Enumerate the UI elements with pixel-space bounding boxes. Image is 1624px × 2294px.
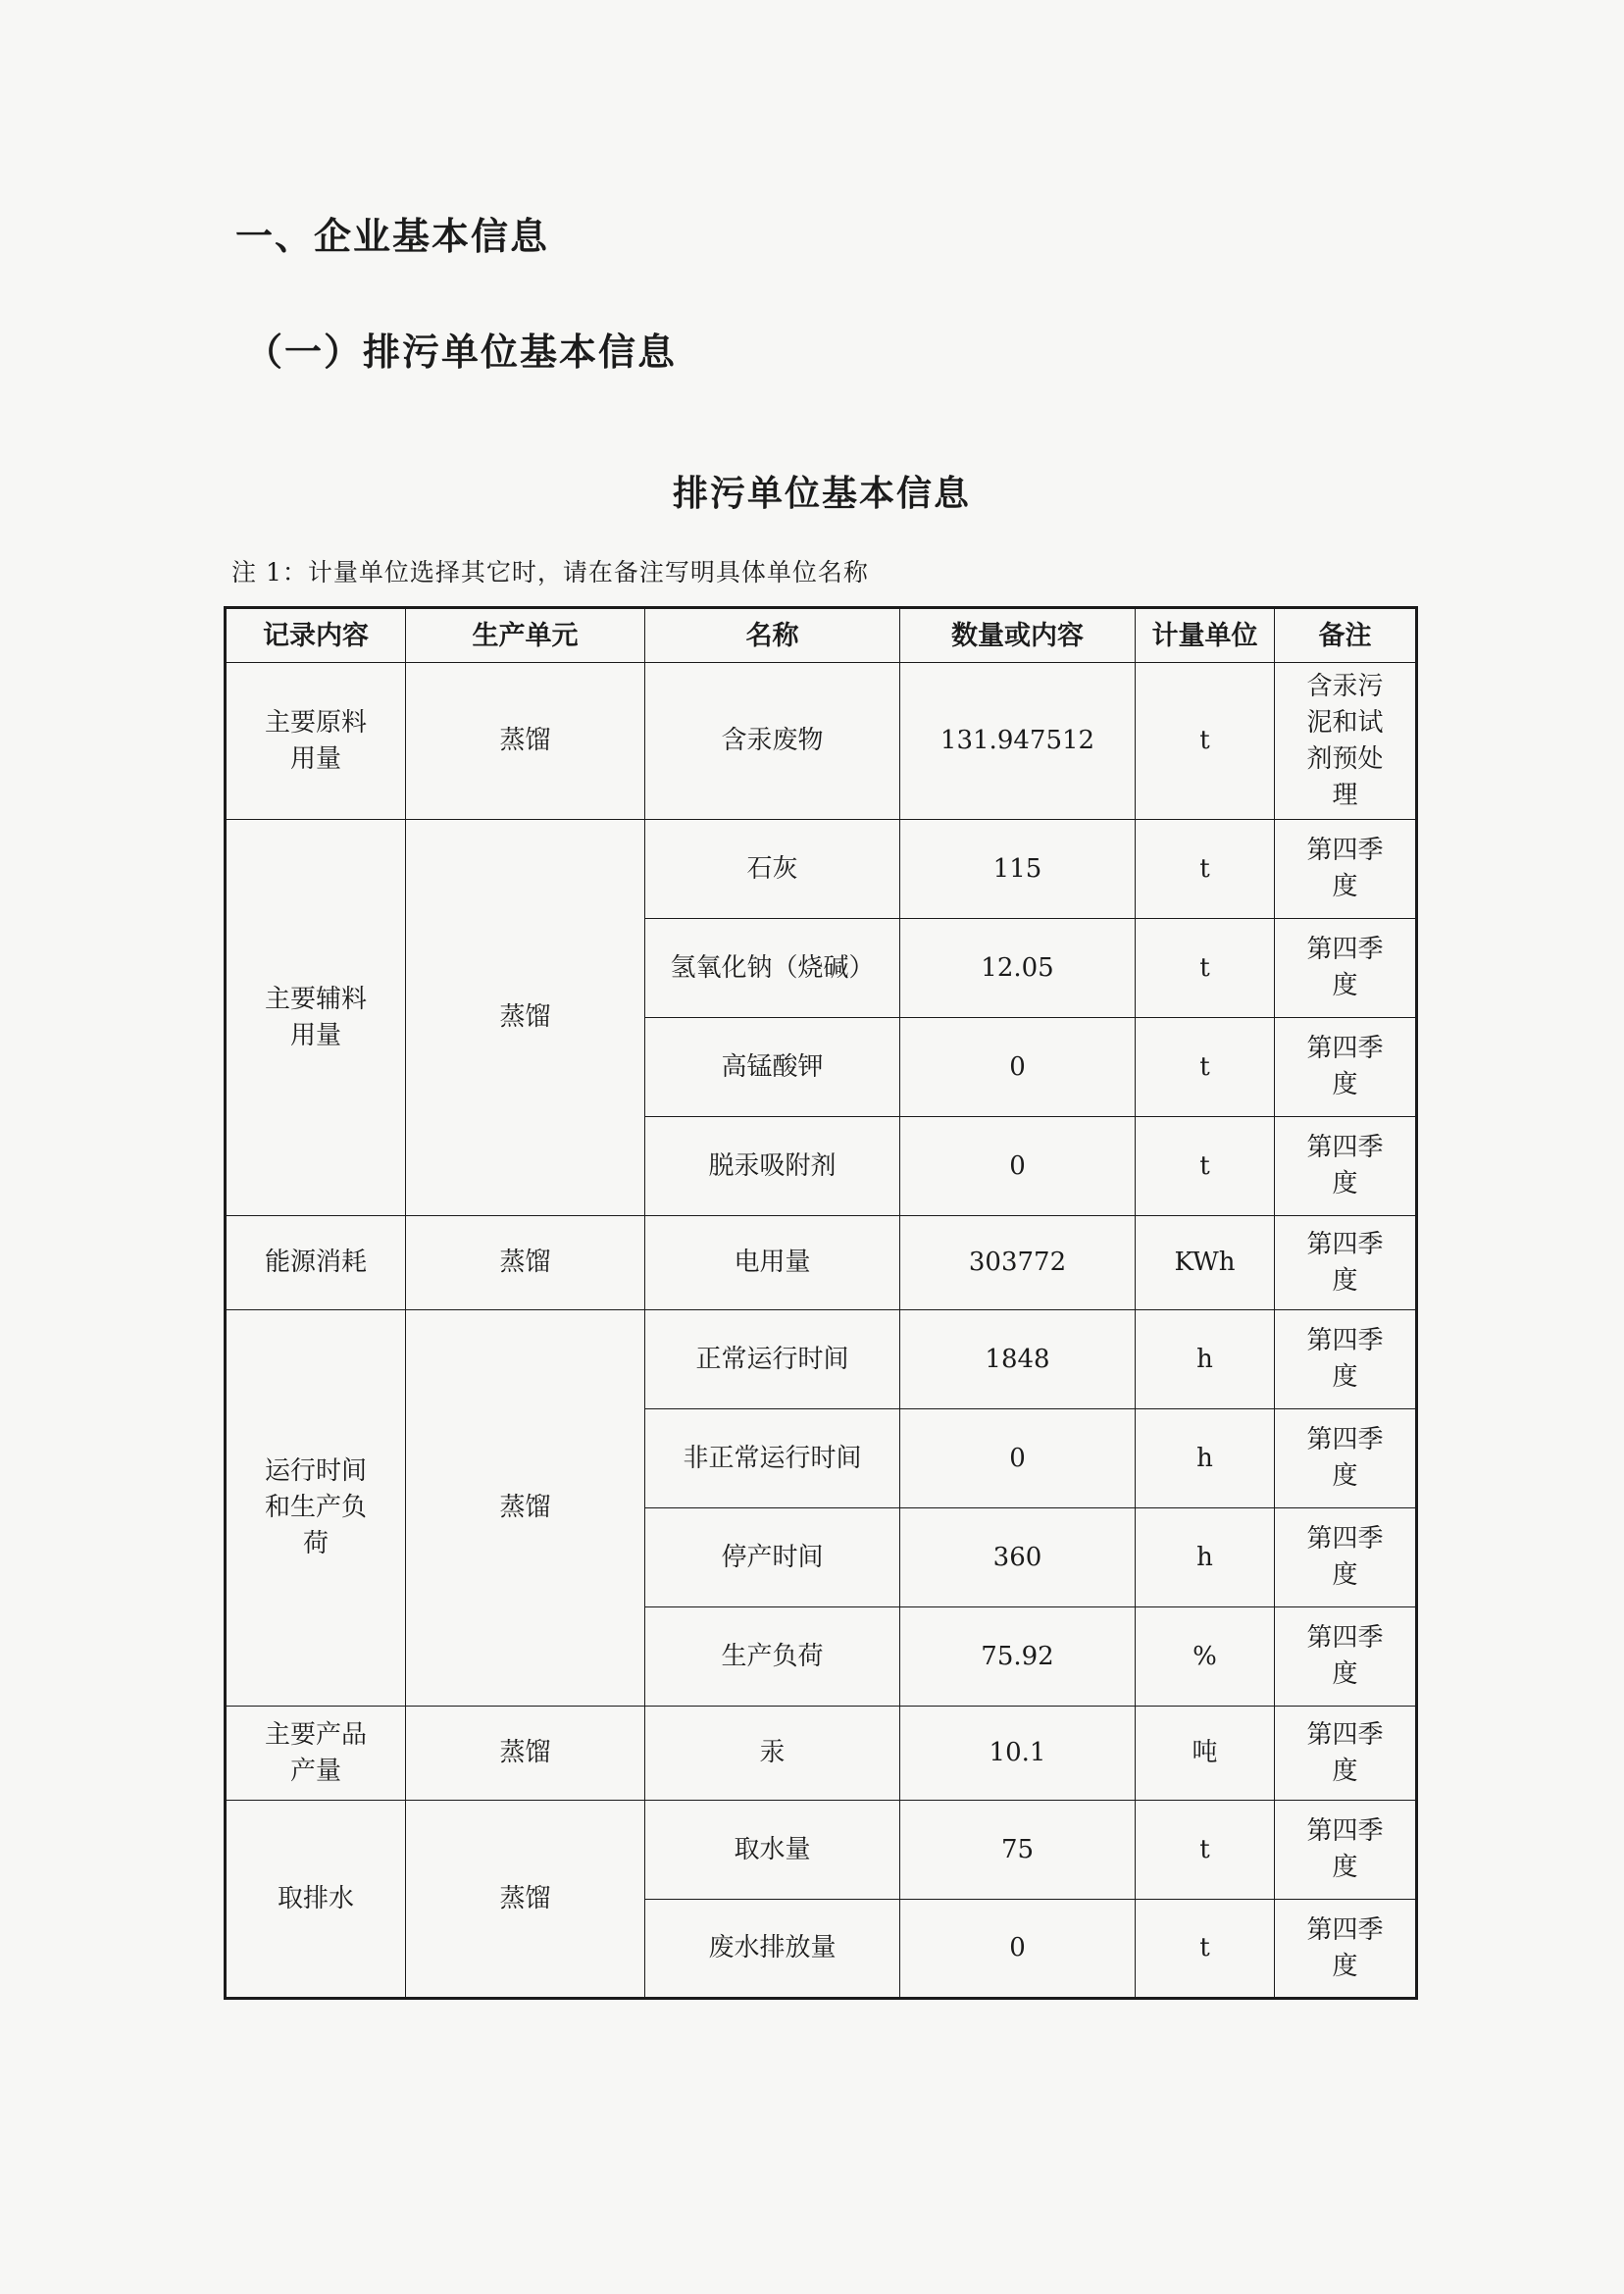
header-value: 数量或内容 [900,608,1136,663]
table-header-row [226,608,1417,663]
item-name-cell: 废水排放量 [645,1900,900,1999]
category-cell: 能源消耗 [226,1216,406,1310]
category-cell: 取排水 [226,1801,406,1999]
item-remark-cell: 第四季度 [1275,1117,1417,1216]
info-table [224,606,1418,2000]
item-name-cell: 石灰 [645,820,900,919]
item-value-cell: 10.1 [900,1707,1136,1801]
item-measure-cell: t [1136,820,1275,919]
item-value-cell: 115 [900,820,1136,919]
header-record: 记录内容 [226,608,406,663]
item-measure-cell: t [1136,919,1275,1018]
subsection-heading: （一）排污单位基本信息 [245,331,678,374]
item-name-cell: 电用量 [645,1216,900,1310]
item-remark-cell: 第四季度 [1275,1018,1417,1117]
table-note: 注 1：计量单位选择其它时，请在备注写明具体单位名称 [231,558,869,586]
item-remark-cell: 第四季度 [1275,1409,1417,1508]
item-value-cell: 75 [900,1801,1136,1900]
item-remark-cell: 含汞污泥和试剂预处理 [1275,663,1417,820]
item-measure-cell: t [1136,1801,1275,1900]
table-row [226,820,1417,919]
item-measure-cell: t [1136,663,1275,820]
table-row [226,1707,1417,1801]
item-measure-cell: h [1136,1508,1275,1607]
item-value-cell: 0 [900,1409,1136,1508]
item-name-cell: 氢氧化钠（烧碱） [645,919,900,1018]
table-row [226,1801,1417,1900]
item-value-cell: 12.05 [900,919,1136,1018]
table-row [226,1310,1417,1409]
item-name-cell: 非正常运行时间 [645,1409,900,1508]
production-unit-cell: 蒸馏 [406,820,645,1216]
item-name-cell: 含汞废物 [645,663,900,820]
item-name-cell: 取水量 [645,1801,900,1900]
item-name-cell: 生产负荷 [645,1607,900,1707]
section-heading: 一、企业基本信息 [235,215,550,258]
item-remark-cell: 第四季度 [1275,1607,1417,1707]
production-unit-cell: 蒸馏 [406,1801,645,1999]
category-cell: 主要辅料用量 [226,820,406,1216]
item-value-cell: 360 [900,1508,1136,1607]
category-cell: 主要产品产量 [226,1707,406,1801]
item-measure-cell: 吨 [1136,1707,1275,1801]
item-measure-cell: KWh [1136,1216,1275,1310]
production-unit-cell: 蒸馏 [406,663,645,820]
category-cell: 主要原料用量 [226,663,406,820]
item-value-cell: 1848 [900,1310,1136,1409]
item-measure-cell: t [1136,1900,1275,1999]
production-unit-cell: 蒸馏 [406,1216,645,1310]
table-title: 排污单位基本信息 [672,474,971,514]
item-remark-cell: 第四季度 [1275,1707,1417,1801]
item-value-cell: 0 [900,1900,1136,1999]
item-measure-cell: % [1136,1607,1275,1707]
item-value-cell: 0 [900,1117,1136,1216]
table-row [226,663,1417,820]
item-remark-cell: 第四季度 [1275,1900,1417,1999]
header-measure: 计量单位 [1136,608,1275,663]
item-value-cell: 131.947512 [900,663,1136,820]
item-measure-cell: h [1136,1409,1275,1508]
item-remark-cell: 第四季度 [1275,919,1417,1018]
category-cell: 运行时间和生产负荷 [226,1310,406,1707]
item-name-cell: 汞 [645,1707,900,1801]
item-name-cell: 高锰酸钾 [645,1018,900,1117]
item-name-cell: 脱汞吸附剂 [645,1117,900,1216]
item-measure-cell: h [1136,1310,1275,1409]
item-measure-cell: t [1136,1117,1275,1216]
item-value-cell: 303772 [900,1216,1136,1310]
production-unit-cell: 蒸馏 [406,1310,645,1707]
item-name-cell: 正常运行时间 [645,1310,900,1409]
item-value-cell: 75.92 [900,1607,1136,1707]
production-unit-cell: 蒸馏 [406,1707,645,1801]
item-remark-cell: 第四季度 [1275,1216,1417,1310]
item-value-cell: 0 [900,1018,1136,1117]
item-name-cell: 停产时间 [645,1508,900,1607]
item-remark-cell: 第四季度 [1275,1801,1417,1900]
item-remark-cell: 第四季度 [1275,1310,1417,1409]
item-measure-cell: t [1136,1018,1275,1117]
header-name: 名称 [645,608,900,663]
item-remark-cell: 第四季度 [1275,820,1417,919]
item-remark-cell: 第四季度 [1275,1508,1417,1607]
table-row [226,1216,1417,1310]
header-unit: 生产单元 [406,608,645,663]
header-remark: 备注 [1275,608,1417,663]
